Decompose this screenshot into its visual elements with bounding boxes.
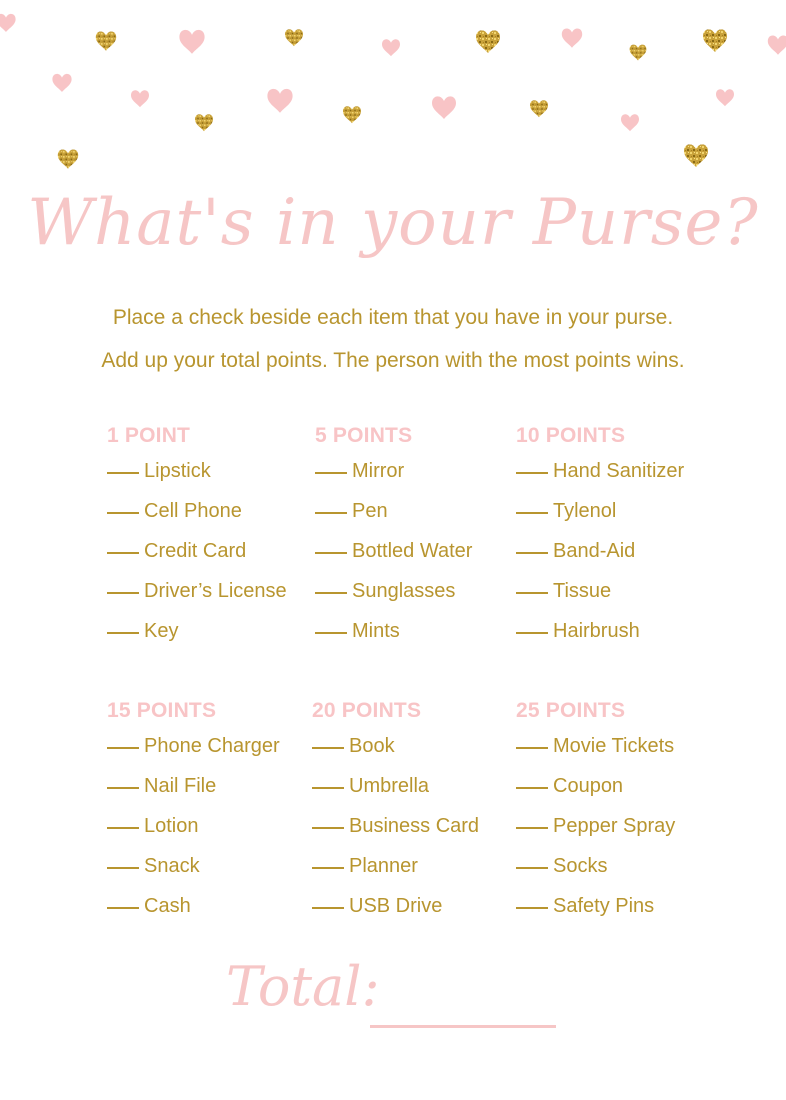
check-blank[interactable] <box>516 827 548 829</box>
heart-icon <box>52 74 71 92</box>
list-item[interactable] <box>312 766 512 806</box>
points-group-5 <box>315 421 515 651</box>
list-item[interactable] <box>315 571 515 611</box>
item-label: Key <box>144 620 179 642</box>
check-blank[interactable] <box>516 512 548 514</box>
check-blank[interactable] <box>312 867 344 869</box>
item-label: Pepper Spray <box>553 815 676 837</box>
item-label: Pen <box>352 500 388 522</box>
list-item[interactable] <box>312 806 512 846</box>
instruction-line-1: Place a check beside each item that you have in your purse. <box>112 306 674 329</box>
list-item[interactable] <box>516 451 716 491</box>
list-item[interactable] <box>107 766 307 806</box>
group-heading: 10 POINTS <box>516 424 626 447</box>
item-label: Planner <box>349 855 418 877</box>
item-label: Book <box>349 735 395 757</box>
check-blank[interactable] <box>312 827 344 829</box>
group-heading: 15 POINTS <box>107 699 217 722</box>
check-blank[interactable] <box>516 592 548 594</box>
check-blank[interactable] <box>312 907 344 909</box>
hearts-decoration <box>0 0 786 190</box>
item-label: Movie Tickets <box>553 735 675 757</box>
heart-icon <box>621 114 639 131</box>
item-label: Phone Charger <box>144 735 280 757</box>
heart-icon <box>195 114 213 131</box>
check-blank[interactable] <box>107 867 139 869</box>
item-label: Lotion <box>144 815 199 837</box>
list-item[interactable] <box>516 491 716 531</box>
check-blank[interactable] <box>107 552 139 554</box>
item-label: Lipstick <box>144 460 211 482</box>
list-item[interactable] <box>516 611 716 651</box>
heart-icon <box>343 106 361 123</box>
page-title: What's in your Purse? <box>27 186 759 260</box>
points-group-20 <box>312 696 512 926</box>
check-blank[interactable] <box>107 592 139 594</box>
list-item[interactable] <box>312 846 512 886</box>
list-item[interactable] <box>107 611 307 651</box>
total-field[interactable] <box>370 1025 556 1028</box>
heart-icon <box>0 14 16 32</box>
check-blank[interactable] <box>315 632 347 634</box>
check-blank[interactable] <box>516 632 548 634</box>
check-blank[interactable] <box>516 787 548 789</box>
check-blank[interactable] <box>107 827 139 829</box>
heart-icon <box>58 149 78 168</box>
check-blank[interactable] <box>516 472 548 474</box>
list-item[interactable] <box>107 491 307 531</box>
check-blank[interactable] <box>312 787 344 789</box>
list-item[interactable] <box>516 846 716 886</box>
heart-icon <box>562 28 582 47</box>
item-label: USB Drive <box>349 895 443 917</box>
list-item[interactable] <box>107 531 307 571</box>
list-item[interactable] <box>107 726 307 766</box>
item-label: Hand Sanitizer <box>553 460 685 482</box>
item-label: Mirror <box>352 460 405 482</box>
heart-icon <box>716 89 734 106</box>
heart-icon <box>285 29 303 46</box>
group-heading: 20 POINTS <box>312 699 422 722</box>
check-blank[interactable] <box>107 747 139 749</box>
list-item[interactable] <box>315 491 515 531</box>
list-item[interactable] <box>516 886 716 926</box>
heart-icon <box>179 30 204 54</box>
points-group-10 <box>516 421 716 651</box>
check-blank[interactable] <box>312 747 344 749</box>
list-item[interactable] <box>315 611 515 651</box>
item-label: Tylenol <box>553 500 617 522</box>
list-item[interactable] <box>107 451 307 491</box>
item-label: Credit Card <box>144 540 247 562</box>
heart-icon <box>530 100 548 117</box>
group-heading: 1 POINT <box>107 424 191 447</box>
group-heading: 25 POINTS <box>516 699 626 722</box>
list-item[interactable] <box>516 531 716 571</box>
item-label: Snack <box>144 855 200 877</box>
item-label: Driver’s License <box>144 580 287 602</box>
instruction-line-2: Add up your total points. The person with the most points wins. <box>101 349 685 372</box>
heart-icon <box>630 45 647 61</box>
list-item[interactable] <box>516 726 716 766</box>
list-item[interactable] <box>315 451 515 491</box>
item-label: Business Card <box>349 815 480 837</box>
item-label: Socks <box>553 855 608 877</box>
list-item[interactable] <box>107 806 307 846</box>
check-blank[interactable] <box>516 552 548 554</box>
list-item[interactable] <box>312 886 512 926</box>
item-label: Tissue <box>553 580 612 602</box>
list-item[interactable] <box>315 531 515 571</box>
group-heading: 5 POINTS <box>315 424 413 447</box>
heart-icon <box>131 90 149 107</box>
check-blank[interactable] <box>516 867 548 869</box>
check-blank[interactable] <box>107 512 139 514</box>
heart-icon <box>96 31 116 50</box>
check-blank[interactable] <box>516 747 548 749</box>
list-item[interactable] <box>516 766 716 806</box>
list-item[interactable] <box>107 846 307 886</box>
points-group-15 <box>107 696 307 926</box>
item-label: Band-Aid <box>553 540 636 562</box>
item-label: Safety Pins <box>553 895 655 917</box>
item-label: Cell Phone <box>144 500 242 522</box>
heart-icon <box>267 89 292 113</box>
heart-icon <box>768 35 786 54</box>
heart-icon <box>382 39 400 56</box>
heart-icon <box>703 29 727 52</box>
check-blank[interactable] <box>107 472 139 474</box>
item-label: Hairbrush <box>553 620 640 642</box>
total-label: Total: <box>226 955 380 1018</box>
check-blank[interactable] <box>315 472 347 474</box>
check-blank[interactable] <box>315 512 347 514</box>
item-label: Mints <box>352 620 400 642</box>
item-label: Cash <box>144 895 191 917</box>
check-blank[interactable] <box>315 552 347 554</box>
check-blank[interactable] <box>107 632 139 634</box>
list-item[interactable] <box>312 726 512 766</box>
list-item[interactable] <box>516 571 716 611</box>
item-label: Umbrella <box>349 775 430 797</box>
heart-icon <box>684 144 708 167</box>
list-item[interactable] <box>107 571 307 611</box>
heart-icon <box>432 96 456 119</box>
list-item[interactable] <box>107 886 307 926</box>
item-label: Bottled Water <box>352 540 473 562</box>
points-group-25 <box>516 696 716 926</box>
check-blank[interactable] <box>107 907 139 909</box>
item-label: Nail File <box>144 775 217 797</box>
item-label: Sunglasses <box>352 580 456 602</box>
heart-icon <box>476 30 500 53</box>
check-blank[interactable] <box>107 787 139 789</box>
check-blank[interactable] <box>315 592 347 594</box>
check-blank[interactable] <box>516 907 548 909</box>
item-label: Coupon <box>553 775 624 797</box>
points-group-1 <box>107 421 307 651</box>
list-item[interactable] <box>516 806 716 846</box>
